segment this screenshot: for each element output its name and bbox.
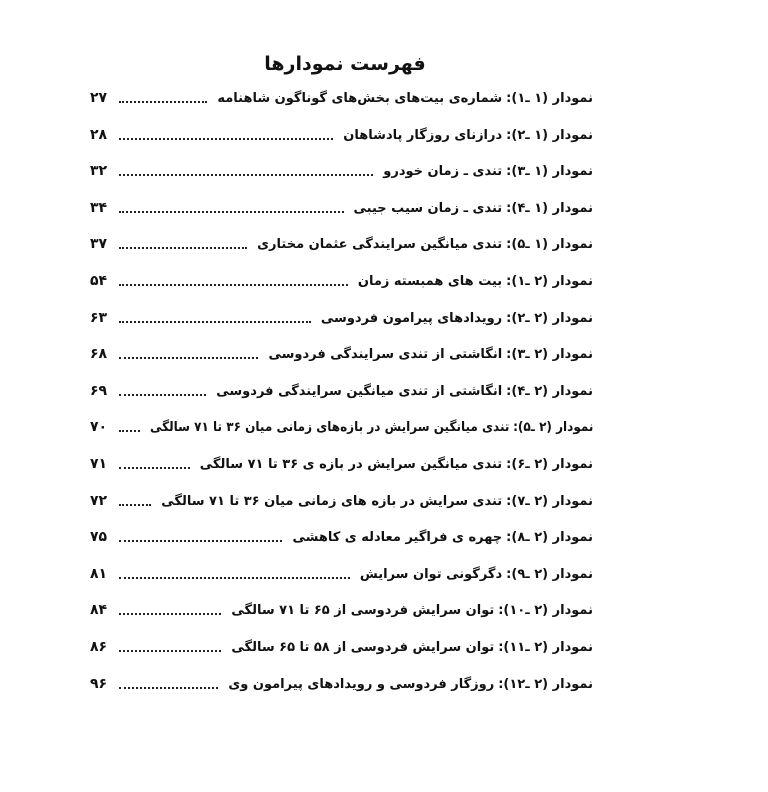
- toc-entry-text: [161, 494, 593, 509]
- page-number: ۶۳: [90, 309, 108, 326]
- figure-label: نمودار (۱ ـ۳):: [506, 164, 593, 180]
- figure-label: نمودار (۲ ـ۸):: [506, 530, 593, 546]
- dot-leader: [119, 174, 373, 176]
- figure-title: تندی سرایش در بازه های زمانی میان ۳۶ تا ۷۱ سالگی: [161, 493, 503, 509]
- figure-label: نمودار (۲ ـ۴):: [506, 383, 593, 399]
- figure-label: نمودار (۲ ـ۱):: [506, 273, 593, 289]
- toc-entry: [90, 341, 593, 378]
- figure-list: [90, 85, 593, 707]
- toc-entry-text: [150, 420, 593, 435]
- figure-title: شماره‌ی بیت‌های بخش‌های گوناگون شاهنامه: [217, 91, 503, 106]
- dot-leader: [119, 577, 350, 579]
- page-number: ۷۵: [90, 529, 108, 546]
- toc-entry-text: [231, 603, 593, 618]
- toc-entry: [90, 122, 593, 159]
- figure-label: نمودار (۲ ـ۹):: [506, 566, 593, 582]
- figure-title: رویدادهای پیرامون فردوسی: [320, 310, 503, 326]
- toc-entry: [90, 597, 593, 634]
- dot-leader: [119, 504, 151, 506]
- toc-entry-text: [216, 384, 593, 399]
- figure-label: نمودار (۲ ـ۱۲):: [498, 676, 593, 692]
- figure-label: نمودار (۲ ـ۱۰):: [498, 603, 593, 619]
- figure-label: نمودار (۲ ـ۷):: [506, 493, 593, 509]
- page-number: ۸۱: [90, 565, 108, 582]
- figure-title: تندی ـ زمان خودرو: [383, 164, 503, 180]
- figure-title: تندی میانگین سرایش در بازه ی ۳۶ تا ۷۱ سالگی: [199, 456, 503, 472]
- figure-title: تندی میانگین سرایش در بازه‌های زمانی میان ۳۶ تا ۷۱ سالگی: [149, 420, 509, 436]
- figure-label: نمودار (۲ ـ۲):: [506, 310, 593, 326]
- figure-label: نمودار (۲ ـ۱۱):: [498, 639, 593, 655]
- figure-label: نمودار (۱ ـ۴):: [506, 200, 593, 216]
- toc-entry-text: [292, 530, 593, 545]
- dot-leader: [119, 321, 311, 323]
- toc-entry: [90, 524, 593, 561]
- dot-leader: [119, 101, 207, 103]
- figure-title: توان سرایش فردوسی از ۵۸ تا ۶۵ سالگی: [231, 639, 495, 655]
- toc-entry: [90, 451, 593, 488]
- toc-entry-text: [228, 677, 593, 692]
- page-number: ۹۶: [90, 675, 108, 692]
- page-title: فهرست نمودارها: [264, 52, 426, 75]
- toc-entry: [90, 195, 593, 232]
- toc-entry-text: [268, 347, 593, 362]
- figure-title: درازنای روزگار پادشاهان: [343, 127, 503, 143]
- toc-entry: [90, 158, 593, 195]
- dot-leader: [119, 467, 190, 469]
- page-number: ۸۴: [90, 602, 108, 619]
- toc-entry: [90, 414, 593, 451]
- toc-entry-text: [354, 201, 593, 216]
- toc-entry-text: [343, 128, 593, 143]
- toc-entry-text: [257, 237, 593, 252]
- dot-leader: [119, 613, 221, 615]
- page-number: ۵۴: [90, 272, 108, 289]
- page-number: ۳۴: [90, 199, 108, 216]
- toc-entry-text: [321, 311, 593, 326]
- dot-leader: [119, 247, 247, 249]
- dot-leader: [119, 540, 282, 542]
- toc-entry-text: [217, 91, 593, 106]
- figure-title: دگرگونی توان سرایش: [359, 566, 503, 582]
- toc-entry-text: [360, 567, 593, 582]
- figure-title: انگاشتی از تندی سرایندگی فردوسی: [268, 347, 503, 363]
- page-number: ۲۷: [90, 90, 108, 106]
- toc-entry: [90, 305, 593, 342]
- dot-leader: [119, 211, 344, 213]
- page-number: ۳۷: [90, 236, 108, 253]
- toc-entry: [90, 561, 593, 598]
- page-number: ۷۱: [90, 455, 108, 472]
- page-number: ۷۲: [90, 492, 108, 509]
- page-number: ۳۲: [90, 163, 108, 180]
- toc-entry: [90, 231, 593, 268]
- figure-title: تندی ـ زمان سیب جیبی: [353, 200, 503, 216]
- page-number: ۶۸: [90, 346, 108, 363]
- toc-entry-text: [231, 640, 593, 655]
- toc-entry-text: [383, 164, 593, 179]
- dot-leader: [119, 394, 206, 396]
- dot-leader: [119, 138, 333, 140]
- dot-leader: [119, 650, 221, 652]
- figure-title: انگاشتی از تندی میانگین سرایندگی فردوسی: [216, 383, 503, 399]
- page-number: ۸۶: [90, 638, 108, 655]
- dot-leader: [119, 430, 140, 432]
- page-number: ۲۸: [90, 126, 108, 143]
- figure-title: توان سرایش فردوسی از ۶۵ تا ۷۱ سالگی: [231, 603, 495, 619]
- toc-entry: [90, 378, 593, 415]
- figure-title: بیت های همبسته زمان: [357, 273, 503, 289]
- figure-label: نمودار (۱ ـ۵):: [506, 237, 593, 253]
- dot-leader: [119, 284, 348, 286]
- figure-label: نمودار (۲ ـ۳):: [506, 347, 593, 363]
- toc-entry-text: [200, 457, 593, 472]
- toc-entry-text: [358, 274, 593, 289]
- figure-label: نمودار (۱ ـ۱):: [506, 91, 593, 106]
- toc-entry: [90, 671, 593, 708]
- toc-entry: [90, 85, 593, 122]
- figure-label: نمودار (۲ ـ۶):: [506, 456, 593, 472]
- figure-label: نمودار (۱ ـ۲):: [506, 127, 593, 143]
- figure-title: چهره ی فراگیر معادله ی کاهشی: [292, 530, 503, 546]
- page-number: ۷۰: [90, 419, 108, 436]
- dot-leader: [119, 687, 218, 689]
- page-number: ۶۹: [90, 382, 108, 399]
- toc-entry: [90, 268, 593, 305]
- toc-entry: [90, 488, 593, 525]
- figure-title: روزگار فردوسی و رویدادهای پیرامون وی: [228, 676, 495, 692]
- figure-label: نمودار (۲ ـ۵):: [512, 420, 593, 436]
- figure-title: تندی میانگین سرایندگی عثمان مختاری: [257, 237, 503, 253]
- dot-leader: [119, 357, 258, 359]
- toc-entry: [90, 634, 593, 671]
